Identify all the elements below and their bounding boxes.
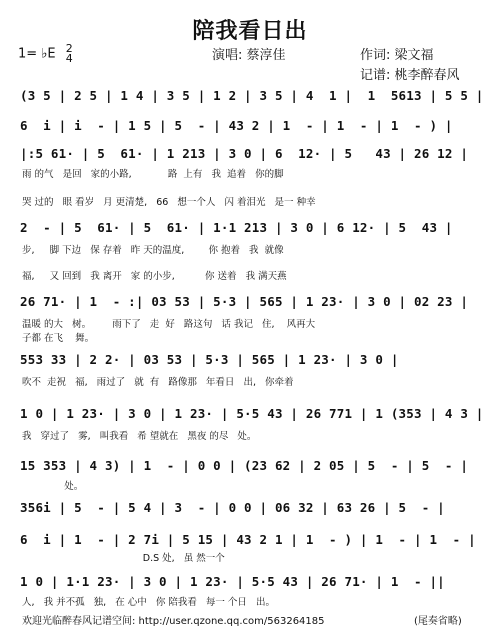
notation-line: (3 5 | 2 5 | 1 4 | 3 5 | 1 2 | 3 5 | 4 1 | 1 5613 | 5 5 |: [20, 88, 484, 103]
notation-line: 1 0 | 1·1 23· | 3 0 | 1 23· | 5·5 43 | 26 71· | 1 - ||: [20, 574, 445, 589]
lyric-line: 哭 过的 眼 看岁 月 更清楚, 66 想一个人 闪 着泪光 是一 种幸: [22, 197, 316, 208]
time-sig-bottom: 4: [65, 52, 73, 65]
lyric-line: 吹不 走祝 福, 雨过了 就 有 路像那 年看日 出, 你牵着: [22, 377, 294, 388]
key-label: 1= ♭E: [18, 46, 56, 62]
key-signature: [18, 44, 73, 64]
lyric-line: 温暖 的大 树。 雨下了 走 好 路这句 话 我记 住, 风再大: [22, 319, 316, 330]
lyricist-credit: 作词: 梁文福: [360, 48, 434, 63]
notation-line: 6 i | i - | 1 5 | 5 - | 43 2 | 1 - | 1 - | 1 - ) |: [20, 118, 453, 133]
notation-line: 26 71· | 1 - :| 03 53 | 5·3 | 565 | 1 23· | 3 0 | 02 23 |: [20, 294, 469, 309]
transcriber-credit: 记谱: 桃李醉春风: [360, 68, 460, 83]
lyric-line: D.S 处, 虽 然一个: [22, 553, 225, 564]
lyric-line: 步, 脚 下边 保 存着 昨 天的温度, 你 抱着 我 就像: [22, 245, 284, 256]
time-signature: [66, 44, 73, 64]
notation-line: 6 i | 1 - | 2 7i | 5 15 | 43 2 1 | 1 - ) | 1 - | 1 - |: [20, 532, 476, 547]
notation-line: |:5 61· | 5 61· | 1 213 | 3 0 | 6 12· | 5 43 | 26 12 |: [20, 146, 469, 161]
singer-credit: 演唱: 蔡淳佳: [212, 48, 286, 63]
lyric-line: 我 穿过了 雾, 叫我看 希 望就在 黑夜 的尽 处。: [22, 431, 257, 442]
song-title: 陪我看日出: [192, 19, 308, 44]
notation-line: 356i | 5 - | 5 4 | 3 - | 0 0 | 06 32 | 63 26 | 5 - |: [20, 500, 445, 515]
footer-link[interactable]: 欢迎光临醉春风记谱空间: http://user.qzone.qq.com/563264185: [22, 616, 325, 627]
lyric-line: 雨 的气 是回 家的小路, 路 上有 我 追着 你的脚: [22, 169, 284, 180]
footer-note: (尾奏省略): [414, 616, 462, 627]
notation-line: 2 - | 5 61· | 5 61· | 1·1 213 | 3 0 | 6 12· | 5 43 |: [20, 220, 453, 235]
notation-line: 553 33 | 2 2· | 03 53 | 5·3 | 565 | 1 23· | 3 0 |: [20, 352, 399, 367]
notation-line: 1 0 | 1 23· | 3 0 | 1 23· | 5·5 43 | 26 771 | 1 (353 | 4 3 |: [20, 406, 484, 421]
time-sig-top: 2: [65, 42, 73, 55]
notation-line: 15 353 | 4 3) | 1 - | 0 0 | (23 62 | 2 05 | 5 - | 5 - |: [20, 458, 469, 473]
lyric-line: 人, 我 并不孤 独, 在 心中 你 陪我看 每一 个日 出。: [22, 597, 275, 608]
lyric-line: 福, 又 回到 我 离开 家 的小步, 你 送着 我 满天燕: [22, 271, 287, 282]
lyric-line: 处。: [22, 481, 84, 492]
lyric-line: 子都 在飞 舞。: [22, 333, 95, 344]
